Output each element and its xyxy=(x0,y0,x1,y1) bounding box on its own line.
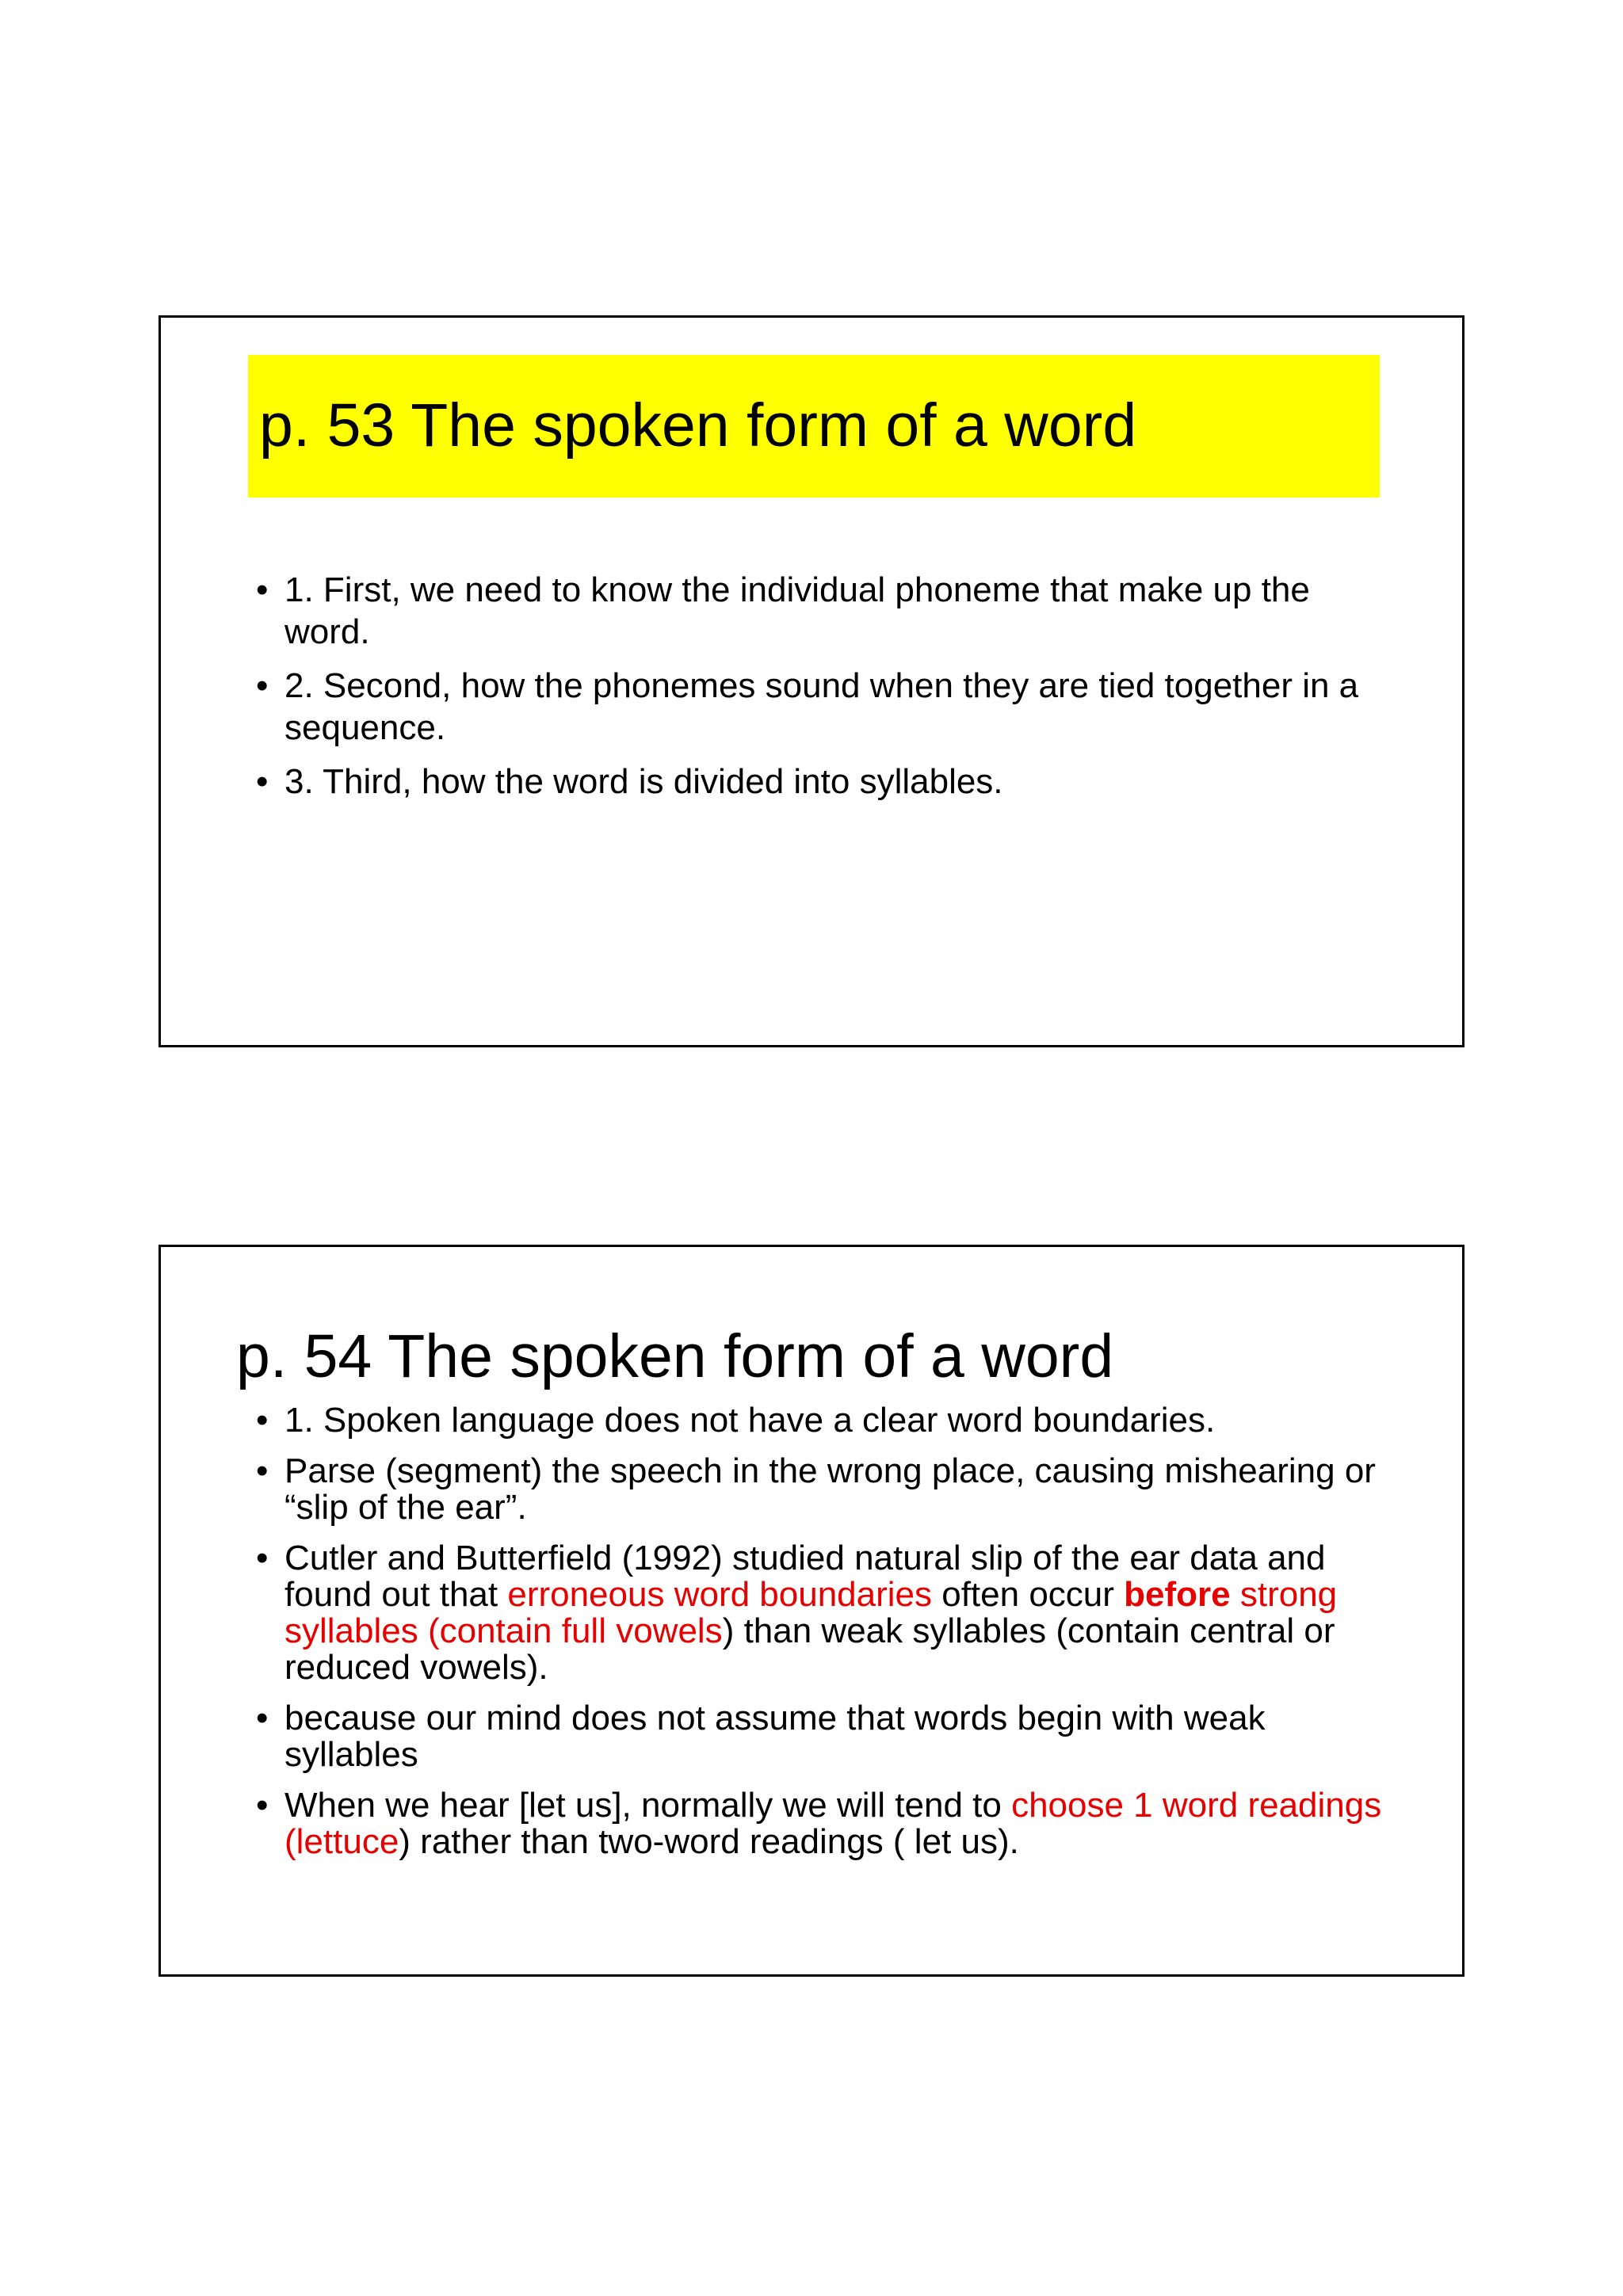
bullet-item xyxy=(253,1787,1394,1860)
bullet-item: • 2. Second, how the phonemes sound when they are tied together in a sequence. xyxy=(253,665,1394,749)
bullet-text: ) than weak syllables (contain central or reduced vowels). xyxy=(285,1611,1335,1687)
bullet-item xyxy=(253,1402,1394,1439)
bullet-text: 1. Spoken language does not have a clear word boundaries. xyxy=(285,1401,1216,1440)
bullet-item: • 1. First, we need to know the individual phoneme that make up the word. xyxy=(253,569,1394,653)
bullet-item xyxy=(253,1453,1394,1526)
bullet-list xyxy=(253,1402,1394,1875)
emphasis-text: strong syllables (contain full vowels xyxy=(285,1575,1338,1650)
bullet-text: often occur xyxy=(932,1575,1125,1614)
bullet-item: • 3. Third, how the word is divided into syllables. xyxy=(253,761,1394,803)
emphasis-text: choose 1 word readings (lettuce xyxy=(285,1786,1382,1861)
bullet-text: because our mind does not assume that words begin with weak syllables xyxy=(285,1699,1266,1774)
bullet-list xyxy=(253,569,1394,814)
bullet-text: Parse (segment) the speech in the wrong place, causing mishearing or “slip of the ear”. xyxy=(285,1451,1376,1527)
bullet-item xyxy=(253,1700,1394,1773)
emphasis-bold-text: before xyxy=(1124,1575,1231,1614)
bullet-item xyxy=(253,1540,1394,1686)
bullet-text: ) rather than two-word readings ( let us). xyxy=(399,1822,1019,1861)
slide-p54 xyxy=(158,1245,1465,1977)
bullet-text: When we hear [let us], normally we will tend to xyxy=(285,1786,1012,1825)
emphasis-text: erroneous word boundaries xyxy=(507,1575,933,1614)
slide-title: p. 53 The spoken form of a word xyxy=(259,391,1137,460)
slide-title: p. 54 The spoken form of a word xyxy=(236,1322,1114,1390)
slide-p53 xyxy=(158,315,1465,1047)
bullet-text: Cutler and Butterfield (1992) studied natural slip of the ear data and found out that xyxy=(285,1539,1326,1614)
